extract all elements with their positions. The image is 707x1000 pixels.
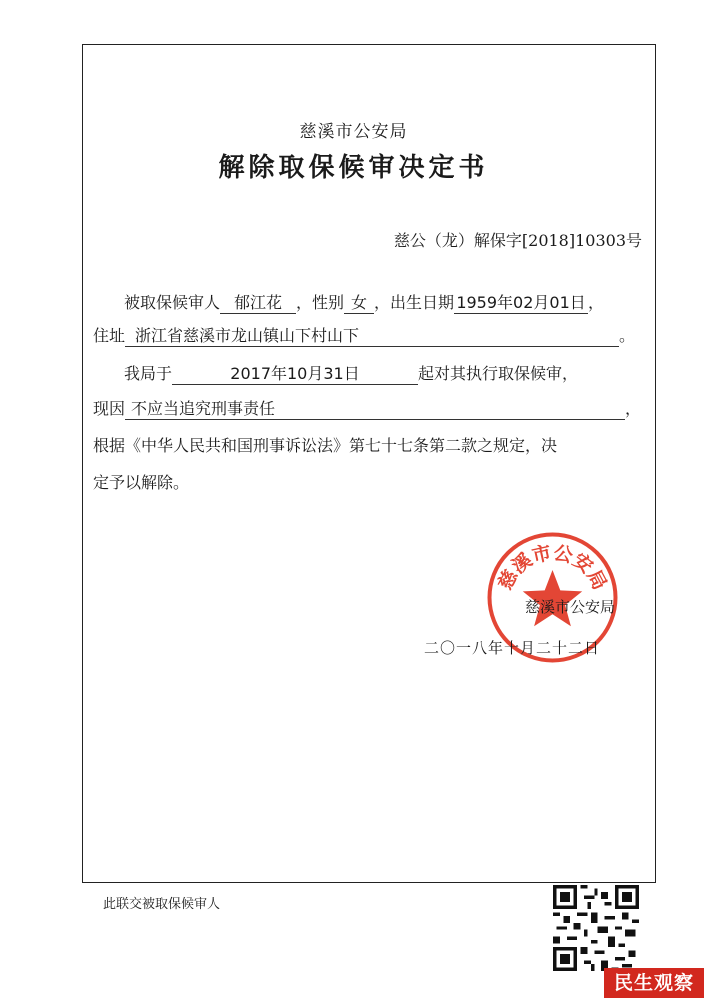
punct-period: 。 [619,326,636,345]
field-name: 郁江花 [220,290,296,314]
signing-organization: 慈溪市公安局 [525,598,616,616]
legal-basis: 根据《中华人民共和国刑事诉讼法》第七十七条第二款之规定，决 [93,436,558,455]
punct-comma-2: ， [625,399,642,418]
document-number: 慈公（龙）解保字[2018]10303号 [393,231,642,250]
issuer-name: 慈溪市公安局 [299,122,408,142]
signing-date: 二〇一八年十月二十二日 [424,639,601,657]
brand-watermark: 民生观察 [604,968,704,998]
line-subject [124,290,604,314]
document-title: 解除取保候审决定书 [218,153,489,183]
field-start-date: 2017年10月31日 [172,361,418,385]
label-birth: ，出生日期 [374,293,455,312]
field-birth-date: 1959年02月01日 [454,290,588,314]
line-reason [93,396,641,420]
field-reason: 不应当追究刑事责任 [125,396,625,420]
copy-note: 此联交被取保候审人 [103,897,221,912]
field-address: 浙江省慈溪市龙山镇山下村山下 [125,323,619,347]
label-gender: ，性别 [296,293,345,312]
field-gender: 女 [344,290,374,314]
line-address [93,323,635,347]
seal-text: 慈溪市公安局 [494,541,611,594]
punct-comma-1: ， [588,293,605,312]
qr-code-icon[interactable] [553,885,639,971]
label-execute: 起对其执行取保候审， [418,364,579,383]
label-reason: 现因 [93,399,126,418]
label-subject: 被取保候审人 [124,293,221,312]
line-start-date [124,361,578,385]
label-bureau: 我局于 [124,364,173,383]
label-address: 住址 [93,326,126,345]
decision-text: 定予以解除。 [93,473,190,492]
